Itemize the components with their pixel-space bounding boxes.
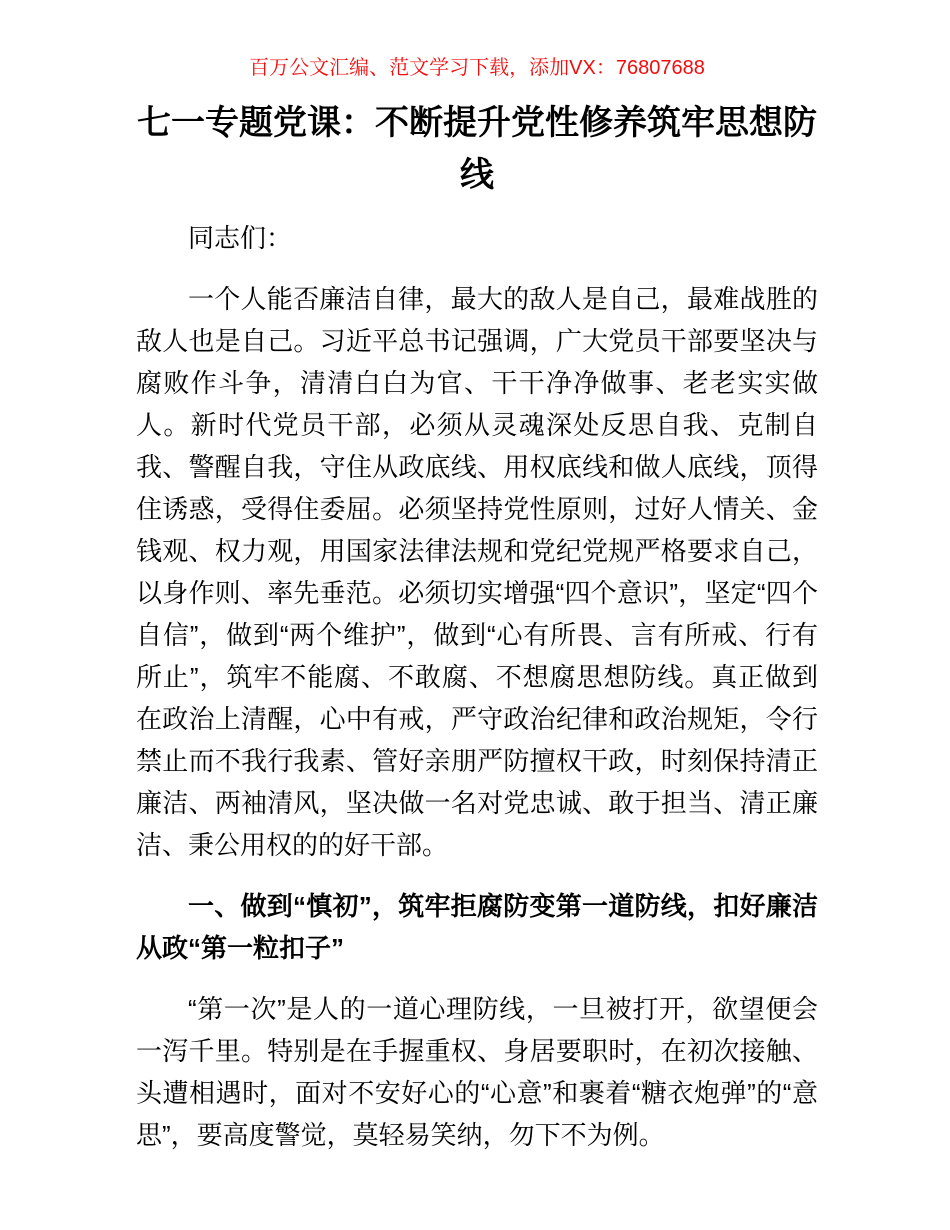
salutation-line: 同志们： bbox=[188, 223, 293, 253]
document-title: 七一专题党课：不断提升党性修养筑牢思想防线 bbox=[137, 104, 817, 194]
document-body bbox=[136, 217, 818, 1156]
body-paragraph: “第一次”是人的一道心理防线，一旦被打开，欲望便会一泻千里。特别是在手握重权、身居要职时，在初次接触、头遭相遇时，面对不安好心的“心意”和裹着“糖衣炮弹”的“意思”，要高度警觉，莫轻易笑纳，勿下不为例。 bbox=[136, 994, 818, 1150]
body-paragraph: 一个人能否廉洁自律，最大的敌人是自己，最难战胜的敌人也是自己。习近平总书记强调，广大党员干部要坚决与腐败作斗争，清清白白为官、干干净净做事、老老实实做人。新时代党员干部，必须从灵魂深处反思自我、克制自我、警醒自我，守住从政底线、用权底线和做人底线，顶得住诱惑，受得住委屈。必须坚持党性原则，过好人情关、金钱观、权力观，用国家法律法规和党纪党规严格要求自己，以身作则、率先垂范。必须切实增强“四个意识”，坚定“四个自信”，做到“两个维护”，做到“心有所畏、言有所戒、行有所止”，筑牢不能腐、不敢腐、不想腐思想防线。真正做到在政治上清醒，心中有戒，严守政治纪律和政治规矩，令行禁止而不我行我素、管好亲朋严防擅权干政，时刻保持清正廉洁、两袖清风，坚决做一名对党忠诚、敢于担当、清正廉洁、秉公用权的的好干部。 bbox=[136, 284, 818, 860]
section-heading: 一、做到“慎初”，筑牢拒腐防变第一道防线，扣好廉洁从政“第一粒扣子” bbox=[136, 891, 818, 963]
watermark-ad-text: 百万公文汇编、范文学习下载，添加VX：76807688 bbox=[249, 57, 705, 79]
